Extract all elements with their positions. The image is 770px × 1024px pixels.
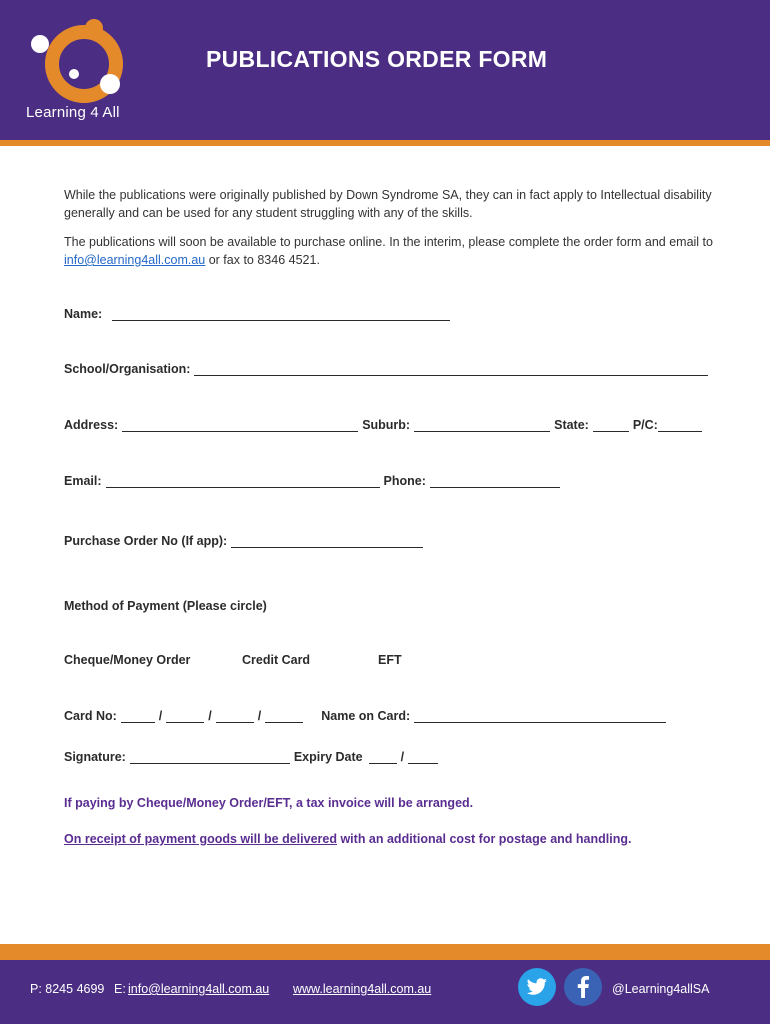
email-link[interactable]: info@learning4all.com.au bbox=[64, 253, 206, 267]
footer-phone: P: 8245 4699 bbox=[30, 982, 105, 996]
header-banner bbox=[0, 0, 770, 140]
card-no-part-4[interactable] bbox=[265, 710, 303, 723]
payment-option-cheque[interactable]: Cheque/Money Order bbox=[64, 653, 191, 667]
email-phone-row bbox=[64, 474, 564, 488]
footer-website-link[interactable]: www.learning4all.com.au bbox=[293, 982, 432, 996]
page-title: PUBLICATIONS ORDER FORM bbox=[206, 46, 548, 72]
po-label: Purchase Order No (If app): bbox=[64, 534, 228, 548]
card-slash: / bbox=[257, 709, 262, 723]
name-on-card-input-line[interactable] bbox=[414, 710, 666, 723]
footer-stripe bbox=[0, 944, 770, 960]
phone-label: Phone: bbox=[383, 474, 426, 488]
state-label: State: bbox=[554, 418, 589, 432]
card-slash: / bbox=[158, 709, 163, 723]
fax-text: or fax to 8346 4521. bbox=[205, 253, 320, 267]
card-no-part-3[interactable] bbox=[216, 710, 254, 723]
address-label: Address: bbox=[64, 418, 119, 432]
card-no-part-2[interactable] bbox=[166, 710, 204, 723]
footer-social-handle: @Learning4allSA bbox=[612, 982, 710, 996]
footer bbox=[0, 960, 770, 1024]
name-input-line[interactable] bbox=[112, 308, 450, 321]
school-input-line[interactable] bbox=[194, 363, 708, 376]
delivery-rest: with an additional cost for postage and handling. bbox=[336, 832, 632, 846]
signature-input-line[interactable] bbox=[130, 751, 290, 764]
name-field bbox=[64, 307, 454, 321]
name-on-card-label: Name on Card: bbox=[321, 709, 411, 723]
po-input-line[interactable] bbox=[231, 535, 423, 548]
pc-input-line[interactable] bbox=[658, 419, 702, 432]
facebook-icon[interactable] bbox=[564, 968, 602, 1006]
intro-paragraph-1: While the publications were originally published by Down Syndrome SA, they can in fact apply to Intellectual disability generally and can be used for any student struggling with any of the skills. bbox=[64, 188, 712, 220]
signature-row bbox=[64, 750, 442, 764]
email-label: Email: bbox=[64, 474, 102, 488]
school-field bbox=[64, 362, 712, 376]
delivery-note bbox=[64, 832, 631, 846]
signature-label: Signature: bbox=[64, 750, 126, 764]
pc-label: P/C: bbox=[632, 418, 658, 432]
expiry-month-line[interactable] bbox=[369, 751, 397, 764]
logo-text: Learning 4 All bbox=[26, 104, 120, 121]
card-no-label: Card No: bbox=[64, 709, 117, 723]
email-input-line[interactable] bbox=[106, 475, 380, 488]
intro-paragraph-2 bbox=[64, 233, 714, 269]
school-label: School/Organisation: bbox=[64, 362, 191, 376]
twitter-bird-glyph bbox=[526, 978, 548, 996]
invoice-note: If paying by Cheque/Money Order/EFT, a tax invoice will be arranged. bbox=[64, 796, 474, 810]
footer-email-link[interactable]: info@learning4all.com.au bbox=[128, 982, 270, 996]
footer-email-prefix: E: bbox=[114, 982, 126, 996]
card-slash: / bbox=[208, 709, 212, 723]
delivery-underlined: On receipt of payment goods will be delivered bbox=[64, 832, 337, 846]
phone-input-line[interactable] bbox=[430, 475, 560, 488]
expiry-label: Expiry Date bbox=[293, 750, 363, 764]
twitter-icon[interactable] bbox=[518, 968, 556, 1006]
suburb-label: Suburb: bbox=[362, 418, 411, 432]
expiry-slash: / bbox=[400, 750, 405, 764]
address-row bbox=[64, 418, 706, 432]
intro-text: The publications will soon be available to purchase online. In the interim, please complete the order form and email to bbox=[64, 235, 713, 249]
payment-option-eft[interactable]: EFT bbox=[378, 653, 402, 667]
expiry-year-line[interactable] bbox=[408, 751, 438, 764]
address-input-line[interactable] bbox=[122, 419, 358, 432]
name-label: Name: bbox=[64, 307, 103, 321]
state-input-line[interactable] bbox=[593, 419, 629, 432]
facebook-f-glyph bbox=[576, 976, 590, 998]
payment-heading: Method of Payment (Please circle) bbox=[64, 599, 267, 613]
suburb-input-line[interactable] bbox=[414, 419, 550, 432]
po-field bbox=[64, 534, 427, 548]
header-stripe bbox=[0, 140, 770, 146]
card-no-part-1[interactable] bbox=[121, 710, 155, 723]
card-row bbox=[64, 709, 670, 723]
payment-option-credit-card[interactable]: Credit Card bbox=[242, 653, 311, 667]
